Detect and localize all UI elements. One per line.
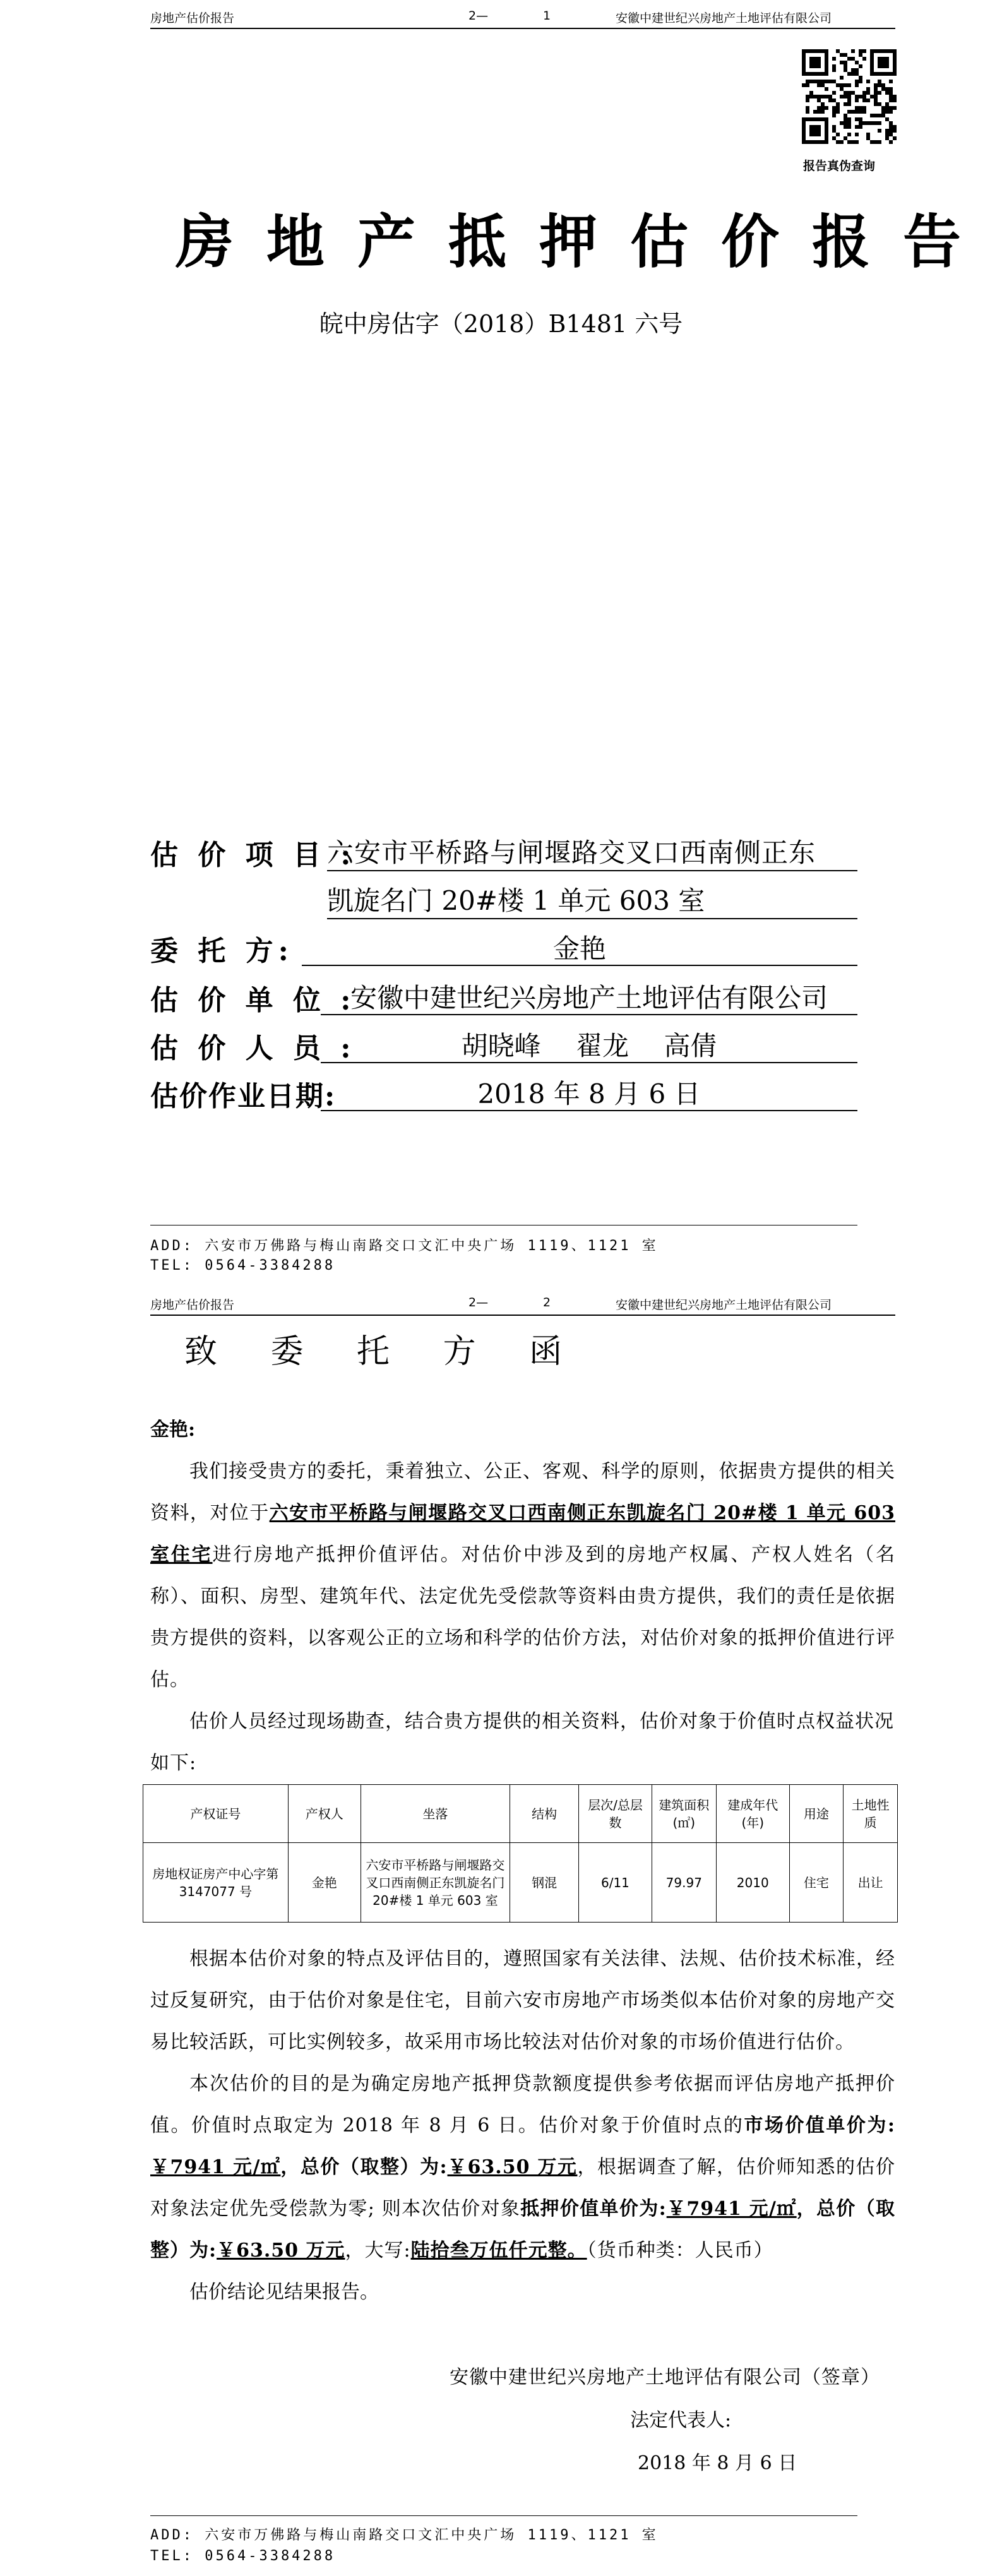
- footer-rule: [150, 2515, 857, 2516]
- header-rule: [150, 1315, 895, 1316]
- paragraph-1: [150, 1451, 895, 1701]
- table-header-row: [143, 1785, 898, 1843]
- th-area: 建筑面积(㎡): [652, 1785, 716, 1843]
- qr-caption: 报告真伪查询: [803, 159, 876, 173]
- client-underline: [302, 965, 857, 966]
- header-right: 安徽中建世纪兴房地产土地评估有限公司: [616, 1298, 832, 1312]
- header-left: 房地产估价报告: [150, 11, 235, 25]
- td-land: 出让: [844, 1843, 898, 1923]
- unit-value: 安徽中建世纪兴房地产土地评估有限公司: [350, 982, 828, 1013]
- project-underline-1: [327, 870, 857, 871]
- unit-underline: [321, 1014, 857, 1015]
- paragraph-5: 估价结论见结果报告。: [189, 2281, 379, 2303]
- para4-mortgage-total: ￥63.50 万元: [217, 2239, 345, 2262]
- header-left: 房地产估价报告: [150, 1298, 235, 1312]
- client-label: 委 托 方:: [150, 935, 294, 967]
- th-use: 用途: [789, 1785, 844, 1843]
- date-underline: [321, 1110, 857, 1111]
- table-row: [143, 1843, 898, 1923]
- paragraph-3: 根据本估价对象的特点及评估目的，遵照国家有关法律、法规、估价技术标准，经过反复研究，由于估价对象是住宅，目前六安市房地产市场类似本估价对象的房地产交易比较活跃，可比实例较多，故采用市场比较法对估价对象的市场价值进行估价。: [150, 1948, 895, 2053]
- para1-text-a: 我们接受贵方的委托，秉着独立、公正、客观、科学的原则，依据贵方提供的相关资料，对位于: [150, 1460, 895, 1524]
- project-value-line1: 六安市平桥路与闸堰路交叉口西南侧正东: [327, 837, 816, 868]
- para1-text-c: 进行房地产抵押价值评估。对估价中涉及到的房地产权属、产权人姓名（名称）、面积、房型、建筑年代、法定优先受偿款等资料由贵方提供，我们的责任是依据贵方提供的资料，以客观公正的立场和科学的估价方法，对估价对象的抵押价值进行评估。: [150, 1544, 896, 1691]
- footer-tel: TEL: 0564-3384288: [150, 2548, 336, 2564]
- para4-market-total-label: ，总价（取整）为:: [280, 2156, 448, 2178]
- header-page-number: 1: [543, 9, 551, 23]
- letter-title: 致 委 托 方 函: [184, 1333, 584, 1371]
- para4-market-unit-label: 市场价值单价为:: [744, 2114, 895, 2137]
- date-label: 估价作业日期:: [150, 1080, 337, 1112]
- legal-representative: 法定代表人:: [630, 2409, 732, 2431]
- th-cert: 产权证号: [143, 1785, 289, 1843]
- qr-code-icon: [802, 49, 897, 144]
- td-year: 2010: [716, 1843, 789, 1923]
- td-use: 住宅: [789, 1843, 844, 1923]
- para4-text-k: ，大写:: [345, 2239, 411, 2262]
- header-page-number: 2: [543, 1296, 551, 1309]
- signature-date: 2018 年 8 月 6 日: [638, 2452, 797, 2474]
- para4-market-unit-price: ￥7941 元/㎡: [150, 2156, 281, 2178]
- report-title: 房地产抵押估价报告: [176, 208, 994, 276]
- header-page-prefix: 2—: [468, 1296, 489, 1309]
- appraisers-label: 估 价 人 员 :: [150, 1032, 356, 1064]
- signature-company: 安徽中建世纪兴房地产土地评估有限公司（签章）: [450, 2366, 880, 2388]
- para4-text-a: 本次估价的目的是为确定房地产抵押贷款额度提供参考依据而评估房地产抵押价值。价值时点取定为 2018 年 8 月 6 日。估价对象于价值时点的: [150, 2073, 895, 2137]
- para4-amount-words: 陆拾叁万伍仟元整。: [410, 2239, 587, 2262]
- footer-address: ADD: 六安市万佛路与梅山南路交口文汇中央广场 1119、1121 室: [150, 2527, 659, 2543]
- th-year: 建成年代(年): [716, 1785, 789, 1843]
- para4-mortgage-total-label: ，总价（取整）为:: [150, 2198, 895, 2262]
- th-land: 土地性质: [844, 1785, 898, 1843]
- th-owner: 产权人: [288, 1785, 361, 1843]
- td-area: 79.97: [652, 1843, 716, 1923]
- footer-address: ADD: 六安市万佛路与梅山南路交口文汇中央广场 1119、1121 室: [150, 1238, 659, 1254]
- para1-property-address: 六安市平桥路与闸堰路交叉口西南侧正东凯旋名门 20#楼 1 单元 603 室住宅: [150, 1502, 895, 1566]
- property-table: [143, 1784, 898, 1923]
- th-location: 坐落: [361, 1785, 510, 1843]
- header-rule: [150, 28, 895, 29]
- paragraph-4: [150, 2063, 895, 2272]
- header-page-prefix: 2—: [468, 9, 489, 23]
- td-structure: 钢混: [510, 1843, 579, 1923]
- client-value: 金艳: [552, 933, 606, 964]
- header-right: 安徽中建世纪兴房地产土地评估有限公司: [616, 11, 832, 25]
- para4-currency: （货币种类：人民币）: [587, 2239, 773, 2262]
- td-cert: 房地权证房产中心字第 3147077 号: [143, 1843, 289, 1923]
- td-floor: 6/11: [579, 1843, 652, 1923]
- date-value: 2018 年 8 月 6 日: [477, 1078, 701, 1109]
- para4-mortgage-unit-price: ￥7941 元/㎡: [666, 2198, 797, 2220]
- td-owner: 金艳: [288, 1843, 361, 1923]
- appraisers-underline: [321, 1062, 857, 1063]
- th-structure: 结构: [510, 1785, 579, 1843]
- project-underline-2: [327, 918, 857, 919]
- project-value-line2: 凯旋名门 20#楼 1 单元 603 室: [327, 885, 705, 916]
- paragraph-2: 估价人员经过现场勘查，结合贵方提供的相关资料，估价对象于价值时点权益状况如下:: [150, 1710, 894, 1774]
- appraisers-value: 胡晓峰 翟龙 高倩: [461, 1030, 717, 1061]
- para4-market-total: ￥63.50 万元: [447, 2156, 578, 2178]
- salutation: 金艳:: [150, 1419, 196, 1441]
- td-location: 六安市平桥路与闸堰路交叉口西南侧正东凯旋名门 20#楼 1 单元 603 室: [361, 1843, 510, 1923]
- th-floor: 层次/总层数: [579, 1785, 652, 1843]
- doc-number: 皖中房估字（2018）B1481 六号: [319, 310, 683, 338]
- unit-label: 估 价 单 位 :: [150, 984, 356, 1017]
- project-label: 估 价 项 目 :: [150, 839, 356, 871]
- para4-mortgage-unit-label: 抵押价值单价为:: [520, 2198, 667, 2220]
- footer-tel: TEL: 0564-3384288: [150, 1258, 336, 1273]
- para4-text-f: ，根据调查了解，估价师知悉的估价对象法定优先受偿款为零; 则本次估价对象: [150, 2156, 895, 2220]
